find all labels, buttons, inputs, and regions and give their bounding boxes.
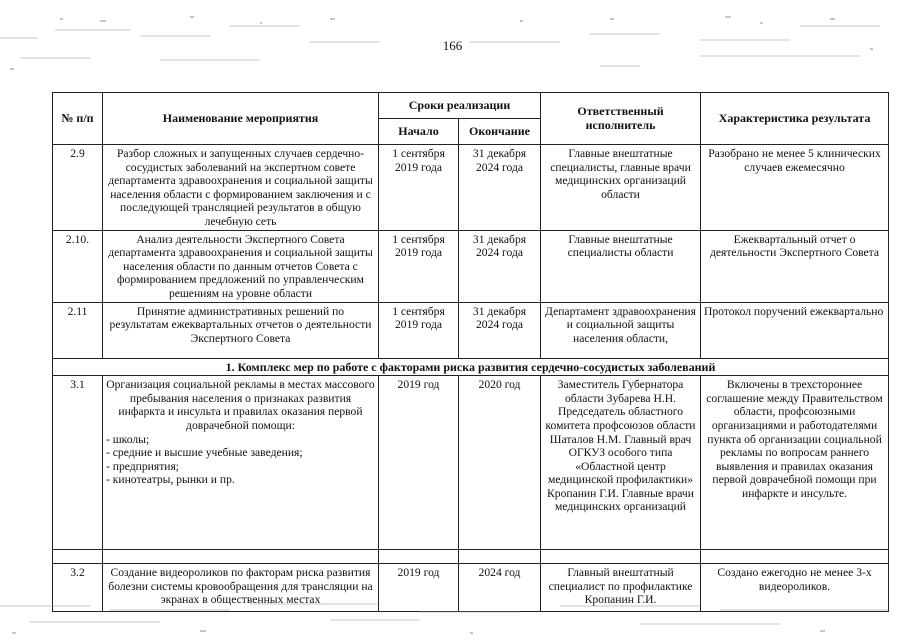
row-executor: Главный внештатный специалист по профилактике Кропанин Г.И. xyxy=(541,564,701,612)
row-result: Протокол поручений ежеквартально xyxy=(701,302,889,358)
header-start: Начало xyxy=(379,119,459,145)
row-end: 2020 год xyxy=(459,376,541,550)
header-result: Характеристика результата xyxy=(701,93,889,145)
row-num: 3.1 xyxy=(53,376,103,550)
row-result: Включены в трехстороннее соглашение между Правительством области, профсоюзными организациями и работодателями пункта об организации социальной рекламы по вопросам раннего выявления и правилах оказания первой доврачебной помощи при инфаркте и инсульте. xyxy=(701,376,889,550)
row-end: 31 декабря 2024 года xyxy=(459,145,541,231)
row-end: 31 декабря 2024 года xyxy=(459,302,541,358)
row-name: Организация социальной рекламы в местах массового пребывания населения о признаках развития инфаркта и инсульта и правилах оказания первой доврачебной помощи: xyxy=(106,378,375,432)
row-result: Ежеквартальный отчет о деятельности Экспертного Совета xyxy=(701,230,889,302)
scan-noise-bottom xyxy=(0,596,905,640)
list-item: - средние и высшие учебные заведения; xyxy=(106,446,303,460)
header-num: № п/п xyxy=(53,93,103,145)
table-row xyxy=(53,302,889,358)
row-start: 2019 год xyxy=(379,376,459,550)
row-name: Создание видеороликов по факторам риска развития болезни системы кровообращения для трансляции на экранах в общественных местах xyxy=(103,564,379,612)
row-name-cell xyxy=(103,376,379,550)
row-end: 31 декабря 2024 года xyxy=(459,230,541,302)
row-name: Принятие административных решений по результатам ежеквартальных отчетов о деятельности Экспертного Совета xyxy=(103,302,379,358)
header-end: Окончание xyxy=(459,119,541,145)
row-executor: Заместитель Губернатора области Зубарева Н.Н. Председатель областного комитета профсоюзов области Шаталов Н.М. Главный врач ОГКУЗ особого типа «Областной центр медицинской профилактики» Кропанин Г.И. Главные врачи медицинских организаций xyxy=(541,376,701,550)
table-row xyxy=(53,145,889,231)
row-start: 1 сентября 2019 года xyxy=(379,302,459,358)
list-item: - школы; xyxy=(106,432,150,446)
row-num: 2.9 xyxy=(53,145,103,231)
bullet-list xyxy=(106,433,375,487)
row-num: 3.2 xyxy=(53,564,103,612)
row-start: 1 сентября 2019 года xyxy=(379,230,459,302)
table-row xyxy=(53,376,889,550)
row-num: 2.10. xyxy=(53,230,103,302)
row-executor: Главные внештатные специалисты области xyxy=(541,230,701,302)
row-executor: Главные внештатные специалисты, главные врачи медицинских организаций области xyxy=(541,145,701,231)
table-row-spacer xyxy=(53,550,889,564)
section-header-row xyxy=(53,358,889,376)
list-item: - предприятия; xyxy=(106,459,180,473)
row-name: Анализ деятельности Экспертного Совета департамента здравоохранения и социальной защиты населения области по данным отчетов Совета с формированием предложений по управленческим решениям на уровне области xyxy=(103,230,379,302)
section-title: 1. Комплекс мер по работе с факторами риска развития сердечно-сосудистых заболеваний xyxy=(53,358,889,376)
row-start: 1 сентября 2019 года xyxy=(379,145,459,231)
page-number: 166 xyxy=(442,38,463,53)
header-deadlines: Сроки реализации xyxy=(379,93,541,119)
header-name: Наименование мероприятия xyxy=(103,93,379,145)
row-result: Разобрано не менее 5 клинических случаев ежемесячно xyxy=(701,145,889,231)
table-row xyxy=(53,230,889,302)
header-executor: Ответственный исполнитель xyxy=(541,93,701,145)
row-result: Создано ежегодно не менее 3-х видеороликов. xyxy=(701,564,889,612)
row-name: Разбор сложных и запущенных случаев сердечно-сосудистых заболеваний на экспертном совете департамента здравоохранения и социальной защиты населения области с формированием заключения и с последующей трансляцией результатов в общую лечебную сеть xyxy=(103,145,379,231)
row-num: 2.11 xyxy=(53,302,103,358)
list-item: - кинотеатры, рынки и пр. xyxy=(106,473,235,487)
row-executor: Департамент здравоохранения и социальной защиты населения области, xyxy=(541,302,701,358)
row-start: 2019 год xyxy=(379,564,459,612)
row-end: 2024 год xyxy=(459,564,541,612)
activities-table xyxy=(52,92,889,612)
